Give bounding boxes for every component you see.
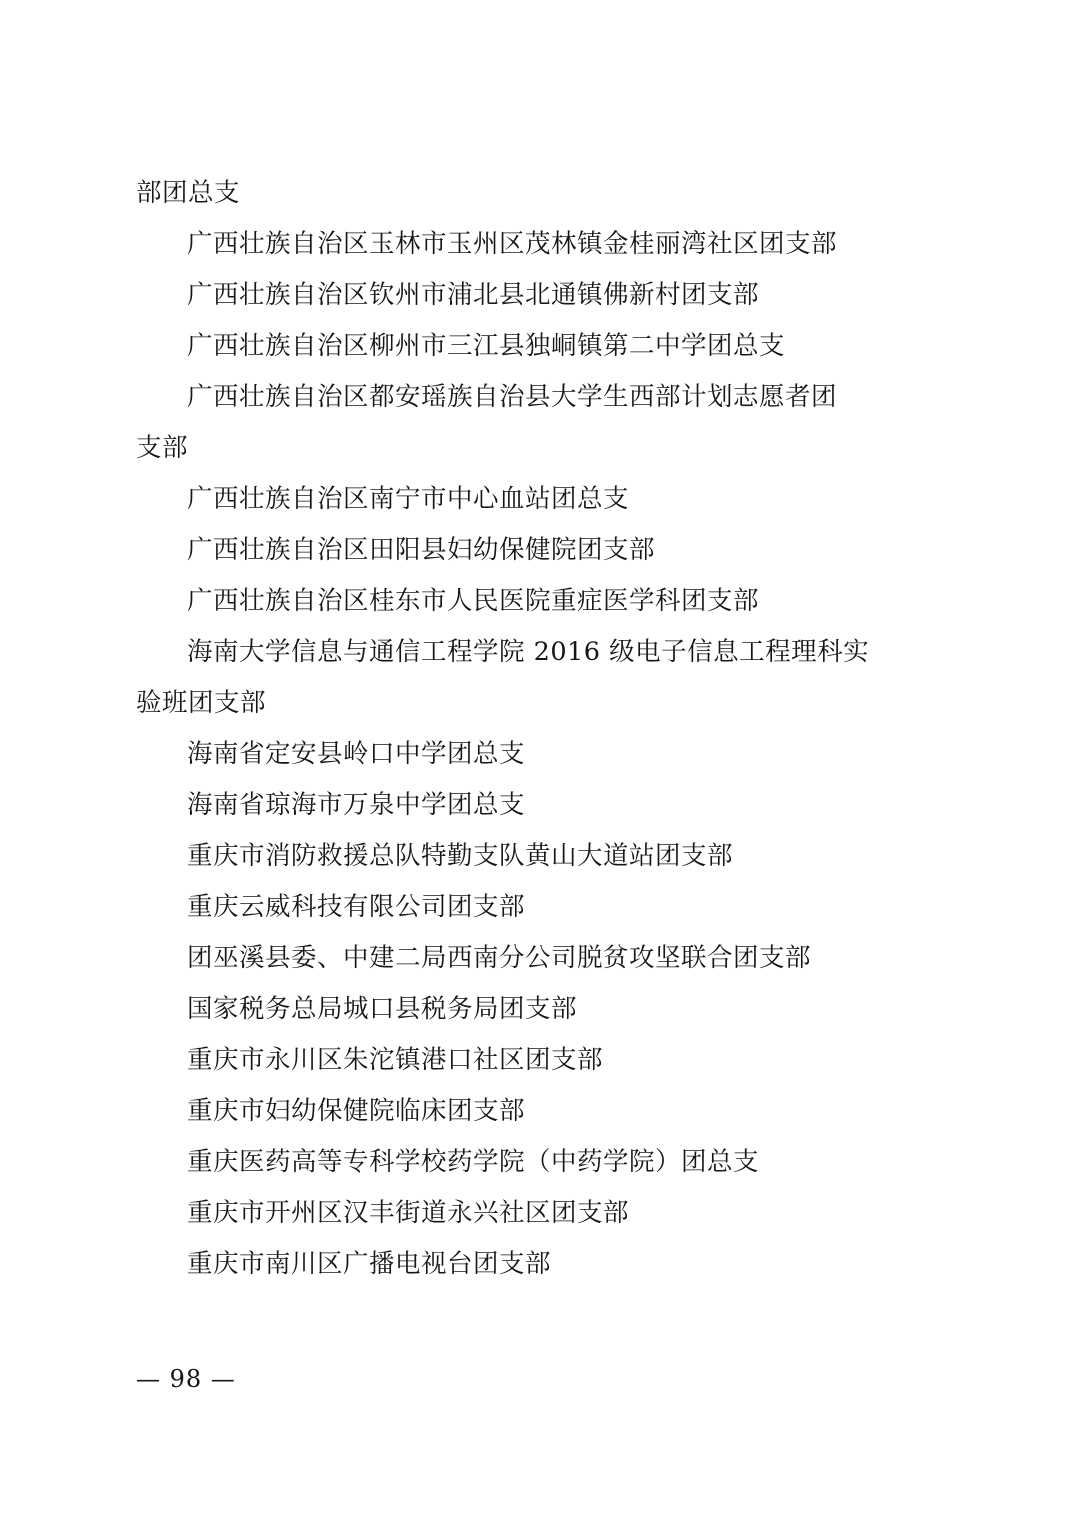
paragraph: 广西壮族自治区都安瑶族自治县大学生西部计划志愿者团 (187, 382, 838, 412)
paragraph: 重庆云威科技有限公司团支部 (187, 892, 526, 922)
paragraph: 海南省琼海市万泉中学团总支 (187, 790, 526, 820)
paragraph: 广西壮族自治区玉林市玉州区茂林镇金桂丽湾社区团支部 (187, 229, 838, 259)
paragraph: 广西壮族自治区桂东市人民医院重症医学科团支部 (187, 586, 760, 616)
paragraph: 部团总支 (136, 178, 241, 208)
paragraph: 重庆市消防救援总队特勤支队黄山大道站团支部 (187, 841, 734, 871)
paragraph: 广西壮族自治区田阳县妇幼保健院团支部 (187, 535, 656, 565)
paragraph: 重庆市永川区朱沱镇港口社区团支部 (187, 1045, 604, 1075)
paragraph: 支部 (136, 433, 189, 463)
paragraph: 重庆市开州区汉丰街道永兴社区团支部 (187, 1198, 630, 1228)
paragraph: 国家税务总局城口县税务局团支部 (187, 994, 578, 1024)
paragraph: 广西壮族自治区钦州市浦北县北通镇佛新村团支部 (187, 280, 760, 310)
paragraph: 海南省定安县岭口中学团总支 (187, 739, 526, 769)
paragraph: 验班团支部 (136, 688, 267, 718)
page-number: — 98 — (136, 1365, 236, 1393)
paragraph: 团巫溪县委、中建二局西南分公司脱贫攻坚联合团支部 (187, 943, 812, 973)
paragraph: 广西壮族自治区南宁市中心血站团总支 (187, 484, 630, 514)
paragraph: 广西壮族自治区柳州市三江县独峒镇第二中学团总支 (187, 331, 786, 361)
document-body (136, 168, 954, 1290)
paragraph: 重庆市妇幼保健院临床团支部 (187, 1096, 526, 1126)
paragraph: 海南大学信息与通信工程学院 2016 级电子信息工程理科实 (187, 637, 870, 667)
paragraph: 重庆医药高等专科学校药学院（中药学院）团总支 (187, 1147, 760, 1177)
paragraph: 重庆市南川区广播电视台团支部 (187, 1249, 552, 1279)
